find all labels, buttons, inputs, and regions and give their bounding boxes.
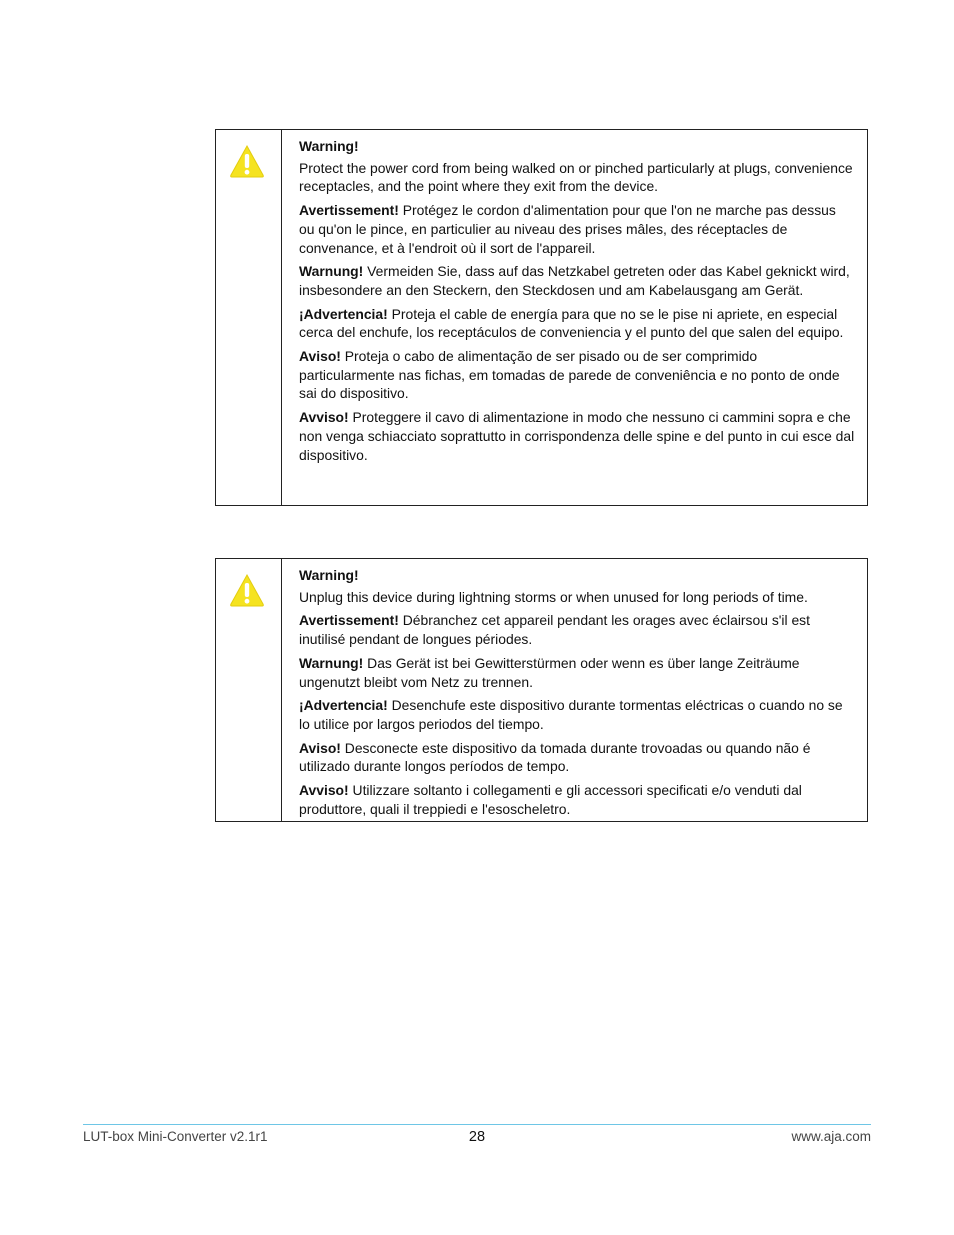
warning-triangle-icon — [229, 144, 265, 178]
warning-icon-cell — [216, 559, 282, 821]
translation-label: Avertissement! — [299, 202, 399, 219]
translation-text: Utilizzare soltanto i collegamenti e gli accessori specificati e/o venduti dal produttore, quali il treppiedi e l'esoscheletro. — [299, 782, 802, 817]
warning-icon-cell — [216, 130, 282, 505]
translation-text: Proteja o cabo de alimentação de ser pisado ou de ser comprimido particularmente nas fichas, em tomadas de parede de conveniência e no ponto de onde sai do dispositivo. — [299, 348, 840, 402]
translation-text: Protégez le cordon d'alimentation pour que l'on ne marche pas dessus ou qu'on le pince, en particulier au niveau des prises mâles, des réceptacles de convenance, et à l'endroit où il sort de l'appareil. — [299, 202, 836, 256]
footer-website-link[interactable]: www.aja.com — [791, 1129, 871, 1144]
warning-intro: Unplug this device during lightning storms or when unused for long periods of time. — [299, 588, 808, 605]
warning-translation-es — [299, 696, 855, 733]
warning-translation-it — [299, 408, 855, 464]
translation-text: Débranchez cet appareil pendant les orages avec éclairsou s'il est inutilisé pendant de longues périodes. — [299, 612, 810, 648]
warning-translation-it — [299, 781, 855, 818]
warning-translation-de — [299, 654, 855, 691]
warning-intro: Protect the power cord from being walked on or pinched particularly at plugs, convenience receptacles, and the point where they exit from the device. — [299, 159, 853, 195]
warning-box-power-cord — [215, 129, 868, 506]
translation-text: Desconecte este dispositivo da tomada durante trovoadas ou quando não é utilizado durante longos períodos de tempo. — [299, 739, 811, 775]
translation-label: ¡Advertencia! — [299, 697, 388, 714]
translation-text: Vermeiden Sie, dass auf das Netzkabel getreten oder das Kabel geknickt wird, insbesondere an den Steckern, den Steckdosen und am Kabelausgang am Gerät. — [299, 263, 850, 298]
warning-text — [282, 559, 867, 821]
warning-triangle-icon — [229, 573, 265, 607]
warning-translation-de — [299, 262, 855, 299]
translation-text: Desenchufe este dispositivo durante tormentas eléctricas o cuando no se lo utilice por largos periodos del tiempo. — [299, 697, 843, 732]
translation-label: Warnung! — [299, 263, 364, 280]
warning-title: Warning! — [299, 567, 359, 583]
footer-doc-title: LUT-box Mini-Converter v2.1r1 — [83, 1129, 268, 1144]
warning-box-lightning — [215, 558, 868, 822]
translation-label: ¡Advertencia! — [299, 305, 388, 322]
translation-text: Proteja el cable de energía para que no se le pise ni apriete, en especial cerca del enchufe, los receptáculos de conveniencia y el punto del que salen del equipo. — [299, 305, 844, 341]
warning-translation-es — [299, 305, 855, 342]
translation-text: Das Gerät ist bei Gewitterstürmen oder wenn es über lange Zeiträume ungenutzt bleibt vom Netz zu trennen. — [299, 654, 800, 690]
warning-text — [282, 130, 867, 505]
translation-label: Avviso! — [299, 782, 349, 799]
translation-label: Aviso! — [299, 348, 341, 365]
footer-divider — [83, 1124, 871, 1125]
translation-label: Avviso! — [299, 409, 349, 426]
footer-page-number: 28 — [468, 1129, 486, 1145]
warning-translation-fr — [299, 611, 855, 648]
warning-translation-pt — [299, 739, 855, 776]
translation-text: Proteggere il cavo di alimentazione in modo che nessuno ci cammini sopra e che non venga schiacciato soprattutto in corrispondenza delle spine e del punto in cui esce dal dispositivo. — [299, 409, 855, 463]
warning-translation-pt — [299, 347, 855, 403]
translation-label: Warnung! — [299, 654, 364, 671]
translation-label: Avertissement! — [299, 612, 399, 629]
translation-label: Aviso! — [299, 739, 341, 756]
warning-translation-fr — [299, 201, 855, 257]
warning-title: Warning! — [299, 138, 359, 154]
